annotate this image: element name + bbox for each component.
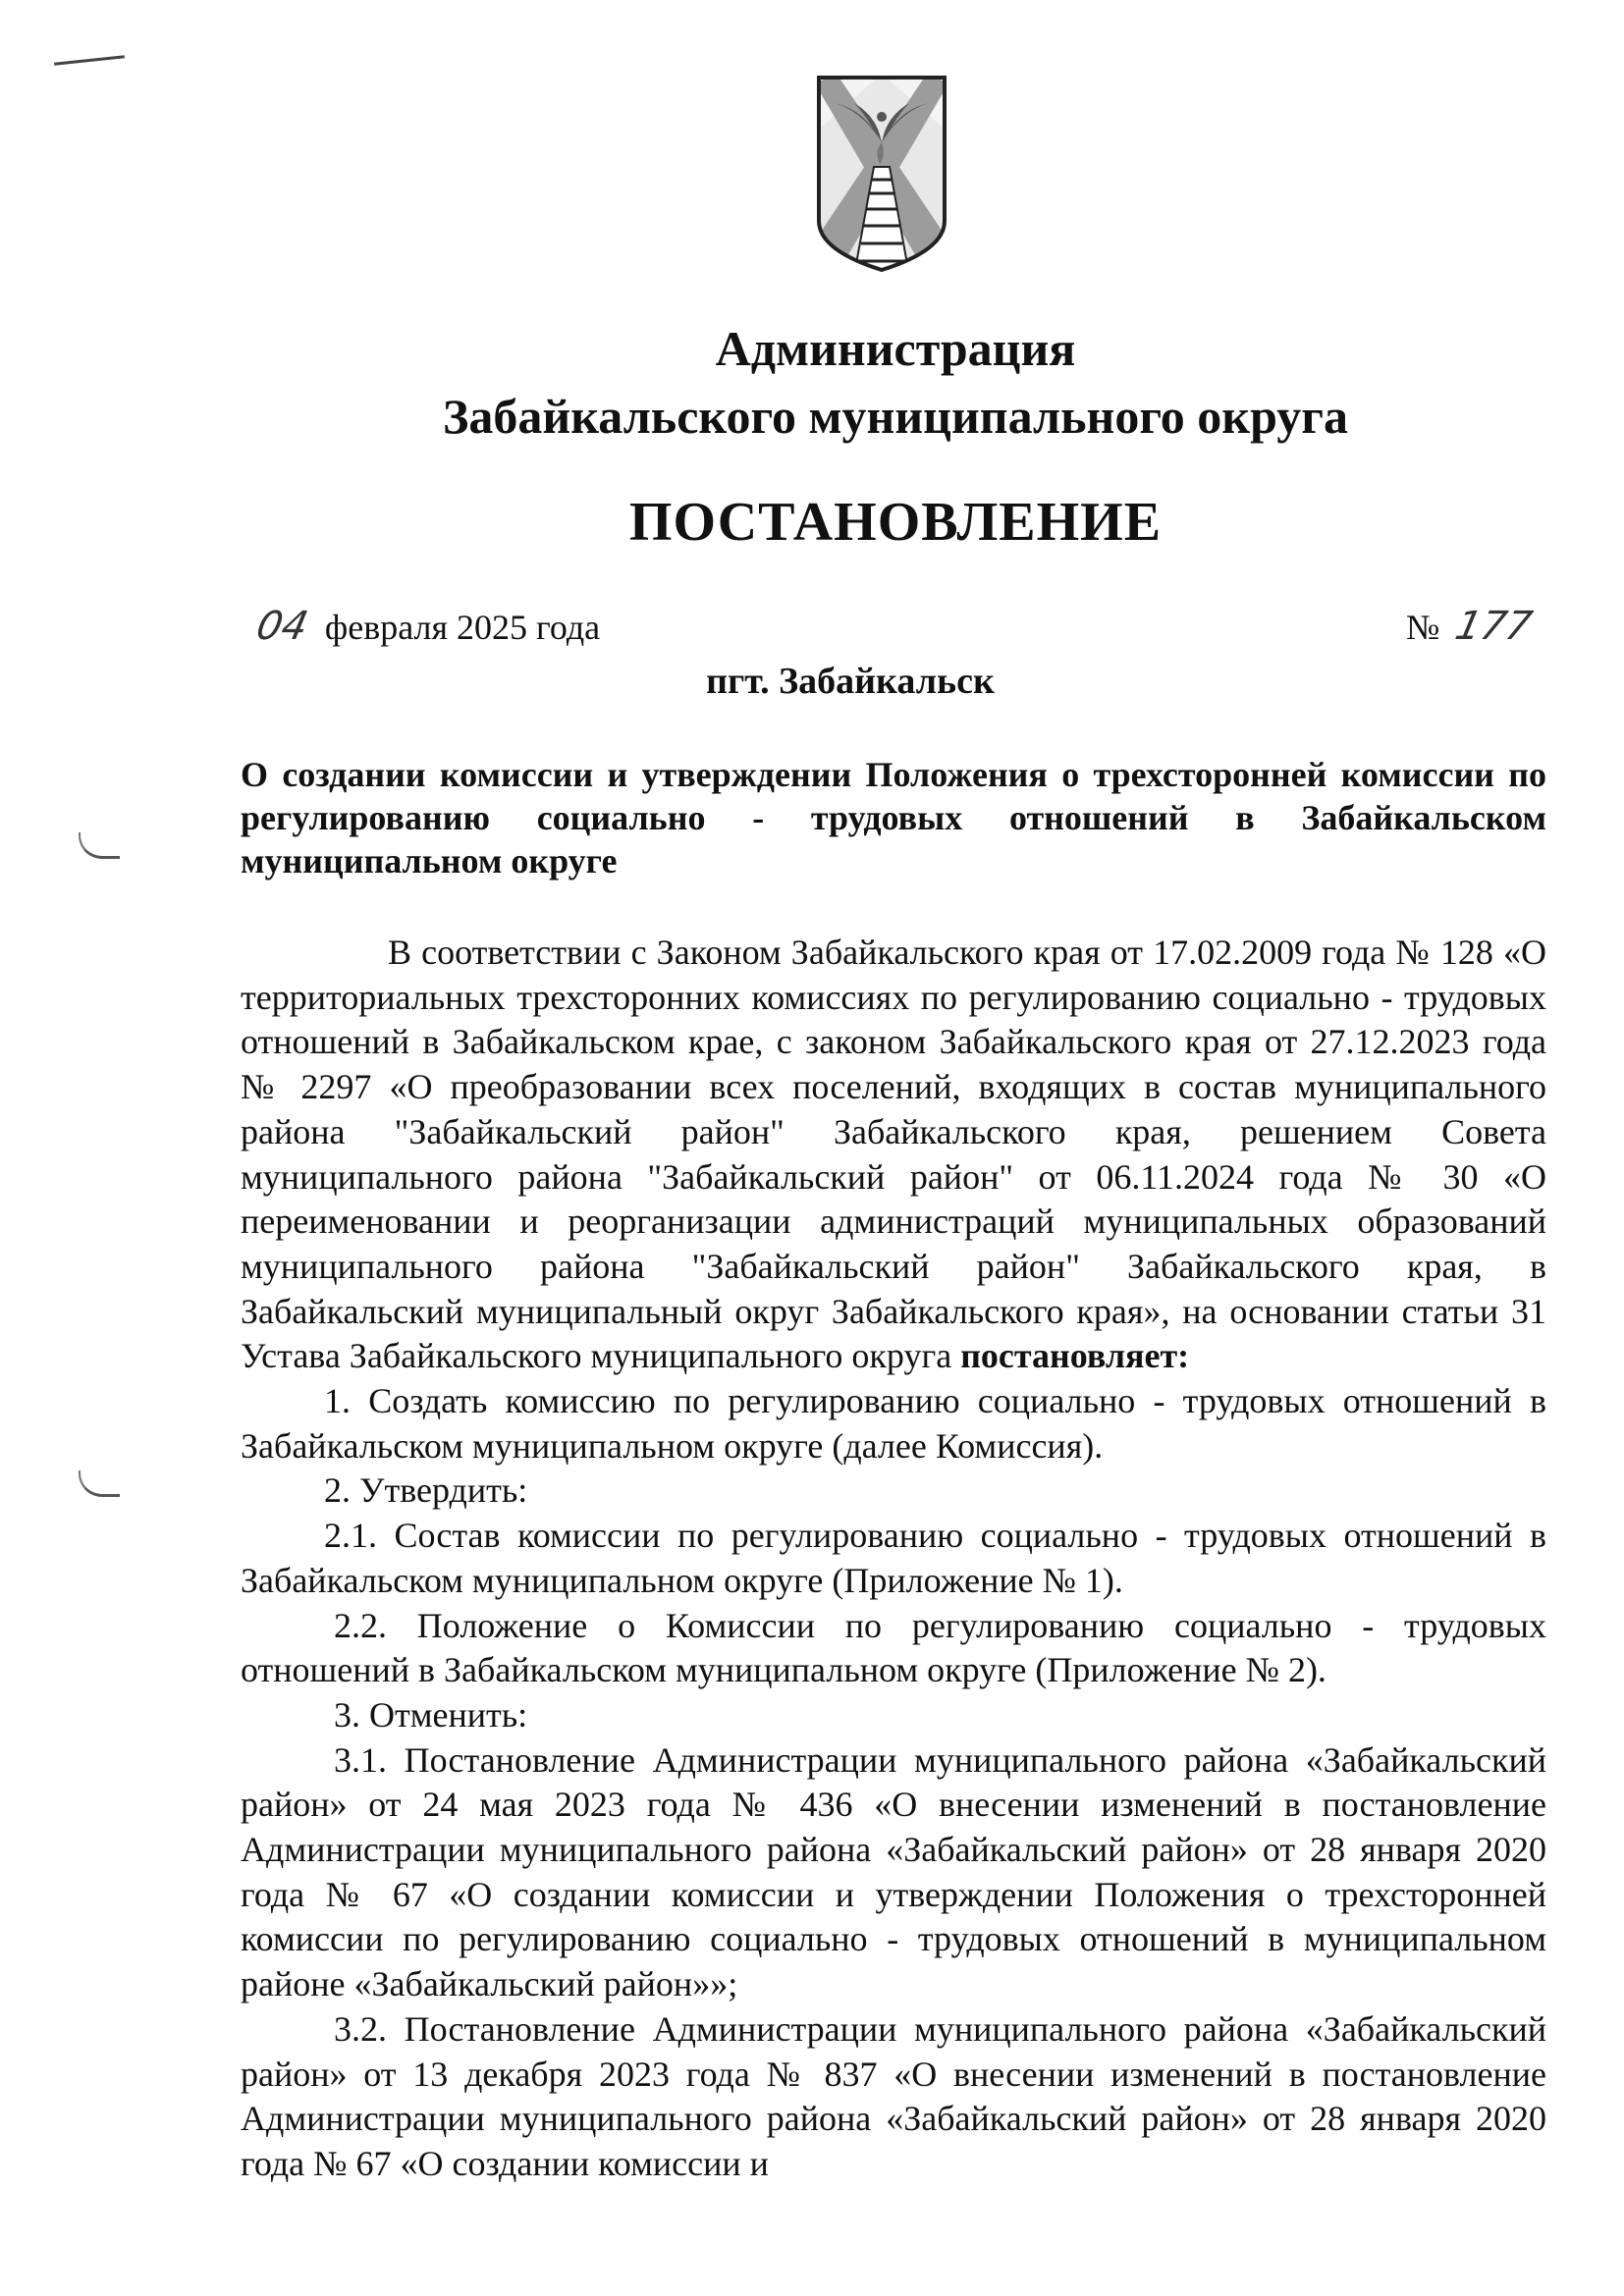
organization-name-line1: Администрация bbox=[715, 321, 1076, 376]
item-3-1: 3.1. Постановление Администрации муниципального района «Забайкальский район» от 24 мая 2023 года № 436 «О внесении изменений в постановление Администрации муниципального района «Забайкальский район» от 28 января 2020 года № 67 «О создании комиссии и утверждении Положения о трехсторонней комиссии по регулированию социально - трудовых отношений в муниципальном районе «Забайкальский район»»; bbox=[241, 1739, 1546, 2004]
coat-of-arms-emblem bbox=[815, 74, 948, 275]
preamble-paragraph bbox=[241, 931, 1546, 1379]
document-date bbox=[252, 604, 601, 649]
margin-pen-mark bbox=[54, 55, 125, 66]
preamble-resolves: постановляет: bbox=[960, 1336, 1190, 1376]
handwritten-number: 177 bbox=[1451, 604, 1537, 649]
place-of-issue: пгт. Забайкальск bbox=[706, 661, 995, 702]
document-number bbox=[1406, 604, 1549, 649]
item-2-2: 2.2. Положение о Комиссии по регулированию социально - трудовых отношений в Забайкальском муниципальном округе (Приложение № 2). bbox=[241, 1605, 1546, 1690]
item-3: 3. Отменить: bbox=[334, 1694, 528, 1735]
margin-hole-mark bbox=[79, 1470, 120, 1497]
document-subject: О создании комиссии и утверждении Положения о трехсторонней комиссии по регулированию социально - трудовых отношений в Забайкальском муниципальном округе bbox=[241, 755, 1546, 881]
date-text: февраля 2025 года bbox=[324, 608, 601, 647]
margin-hole-mark bbox=[79, 832, 120, 859]
item-2-1: 2.1. Состав комиссии по регулированию социально - трудовых отношений в Забайкальском муниципальном округе (Приложение № 1). bbox=[241, 1516, 1546, 1600]
document-body bbox=[241, 931, 1546, 2187]
item-1: 1. Создать комиссию по регулированию социально - трудовых отношений в Забайкальском муниципальном округе (далее Комиссия). bbox=[241, 1381, 1546, 1466]
preamble-text: В соответствии с Законом Забайкальского края от 17.02.2009 года № 128 «О территориальных трехсторонних комиссиях по регулированию социально - трудовых отношений в Забайкальском крае, с законом Забайкальского края от 27.12.2023 года № 2297 «О преобразовании всех поселений, входящих в состав муниципального района "Забайкальский район" Забайкальского края, решением Совета муниципального района "Забайкальский район" от 06.11.2024 года № 30 «О переименовании и реорганизации администраций муниципальных образований муниципального района "Забайкальский район" Забайкальского края, в Забайкальский муниципальный округ Забайкальского края», на основании статьи 31 Устава Забайкальского муниципального округа bbox=[241, 933, 1546, 1376]
item-3-2: 3.2. Постановление Администрации муниципального района «Забайкальский район» от 13 декабря 2023 года № 837 «О внесении изменений в постановление Администрации муниципального района «Забайкальский район» от 28 января 2020 года № 67 «О создании комиссии и bbox=[241, 2008, 1546, 2183]
number-prefix: № bbox=[1406, 608, 1440, 647]
document-type-title: ПОСТАНОВЛЕНИЕ bbox=[628, 492, 1163, 553]
item-2: 2. Утвердить: bbox=[324, 1470, 528, 1511]
organization-name-line2: Забайкальского муниципального округа bbox=[443, 389, 1348, 444]
handwritten-day: 04 bbox=[252, 604, 312, 649]
